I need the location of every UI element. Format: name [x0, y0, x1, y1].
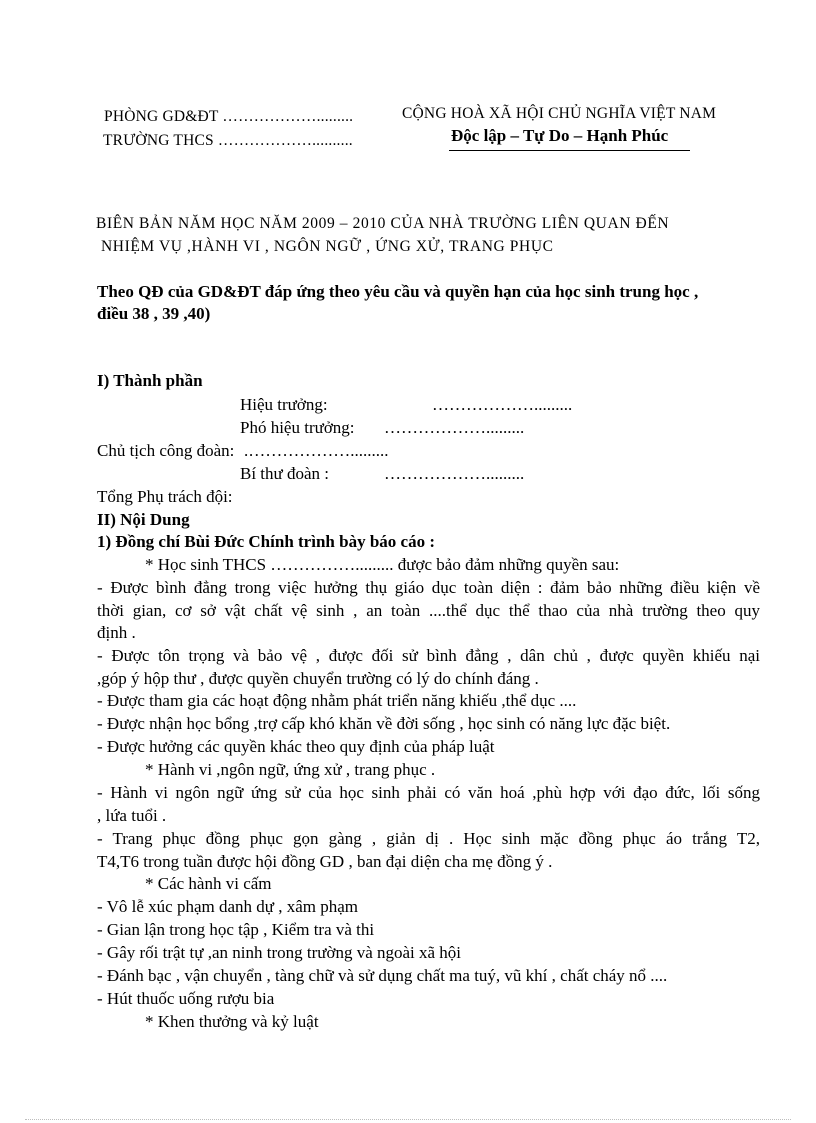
- youth-secretary-dots: ……………….........: [384, 464, 525, 483]
- principal-dots: ……………….........: [432, 395, 573, 414]
- right-1-paragraph: [97, 577, 760, 645]
- behavior-line-a: - Hành vi ngôn ngữ ứng sử của học sinh phải có văn hoá ,phù hợp với đạo đức, lối sống: [97, 783, 760, 802]
- report-by-heading: 1) Đồng chí Bùi Đức Chính trình bày báo cáo :: [97, 532, 435, 551]
- union-chair-dots: .……………….........: [244, 441, 389, 460]
- section-2-heading: II) Nội Dung: [97, 510, 190, 529]
- principal-label: Hiệu trưởng:: [240, 395, 328, 414]
- subtitle-line2: điều 38 , 39 ,40): [97, 304, 211, 323]
- vice-principal-label: Phó hiệu trưởng:: [240, 418, 355, 437]
- national-title: CỘNG HOÀ XÃ HỘI CHỦ NGHĨA VIỆT NAM: [402, 105, 717, 122]
- uniform-line-a: - Trang phục đồng phục gọn gàng , giản dị . Học sinh mặc đồng phục áo trắng T2,: [97, 829, 760, 848]
- right-2-line-b: ,góp ý hộp thư , được quyền chuyển trường có lý do chính đáng .: [97, 668, 539, 688]
- reward-intro: * Khen thưởng và kỷ luật: [145, 1012, 319, 1031]
- behavior-line-b: , lứa tuổi .: [97, 805, 167, 825]
- team-leader-label: Tổng Phụ trách đội:: [97, 487, 233, 506]
- right-2-paragraph: [97, 645, 760, 690]
- banned-1: - Vô lễ xúc phạm danh dự , xâm phạm: [97, 897, 359, 916]
- right-1-line-c: định .: [97, 623, 136, 642]
- rights-intro: * Học sinh THCS ……………......... được bảo đảm những quyền sau:: [145, 555, 620, 574]
- banned-intro: * Các hành vi cấm: [145, 874, 272, 893]
- page-bottom-rule: [25, 1119, 791, 1120]
- banned-3: - Gây rối trật tự ,an ninh trong trường và ngoài xã hội: [97, 943, 462, 962]
- section-1-heading: I) Thành phần: [97, 371, 203, 390]
- department-line: PHÒNG GD&ĐT ……………….........: [104, 108, 354, 125]
- behavior-intro: * Hành vi ,ngôn ngữ, ứng xử , trang phục .: [145, 760, 436, 779]
- report-title-line1: BIÊN BẢN NĂM HỌC NĂM 2009 – 2010 CỦA NHÀ TRƯỜNG LIÊN QUAN ĐẾN: [96, 215, 670, 232]
- subtitle-line1: Theo QĐ của GD&ĐT đáp ứng theo yêu cầu và quyền hạn của học sinh trung học ,: [97, 282, 699, 301]
- uniform-paragraph: [97, 828, 760, 873]
- right-1-line-a: - Được bình đẳng trong việc hưởng thụ giáo dục toàn diện : đảm bảo những điều kiện về: [97, 578, 760, 597]
- right-4: - Được nhận học bổng ,trợ cấp khó khăn về đời sống , học sinh có năng lực đặc biệt.: [97, 714, 671, 733]
- right-3: - Được tham gia các hoạt động nhằm phát triển năng khiếu ,thể dục ....: [97, 691, 577, 710]
- school-line: TRƯỜNG THCS ………………..........: [103, 132, 353, 149]
- banned-5: - Hút thuốc uống rượu bia: [97, 989, 275, 1008]
- banned-4: - Đánh bạc , vận chuyển , tàng chữ và sử dụng chất ma tuý, vũ khí , chất cháy nổ ....: [97, 966, 668, 985]
- report-title-line2: NHIỆM VỤ ,HÀNH VI , NGÔN NGỮ , ỨNG XỬ, TRANG PHỤC: [101, 238, 554, 255]
- right-1-line-b: thời gian, cơ sở vật chất vệ sinh , an toàn ....thể dục thể thao của nhà trường theo quy: [97, 600, 760, 620]
- motto-underline: [449, 150, 690, 151]
- vice-principal-dots: ……………….........: [384, 418, 525, 437]
- right-5: - Được hưởng các quyền khác theo quy định của pháp luật: [97, 737, 495, 756]
- behavior-paragraph: [97, 782, 760, 827]
- union-chair-label: Chủ tịch công đoàn:: [97, 441, 235, 460]
- uniform-line-b: T4,T6 trong tuần được hội đồng GD , ban đại diện cha mẹ đồng ý .: [97, 851, 553, 871]
- right-2-line-a: - Được tôn trọng và bảo vệ , được đối sử bình đẳng , dân chủ , được quyền khiếu nại: [97, 646, 760, 665]
- national-motto: Độc lập – Tự Do – Hạnh Phúc: [451, 126, 669, 145]
- youth-secretary-label: Bí thư đoàn :: [240, 464, 330, 483]
- banned-2: - Gian lận trong học tập , Kiểm tra và thi: [97, 920, 375, 939]
